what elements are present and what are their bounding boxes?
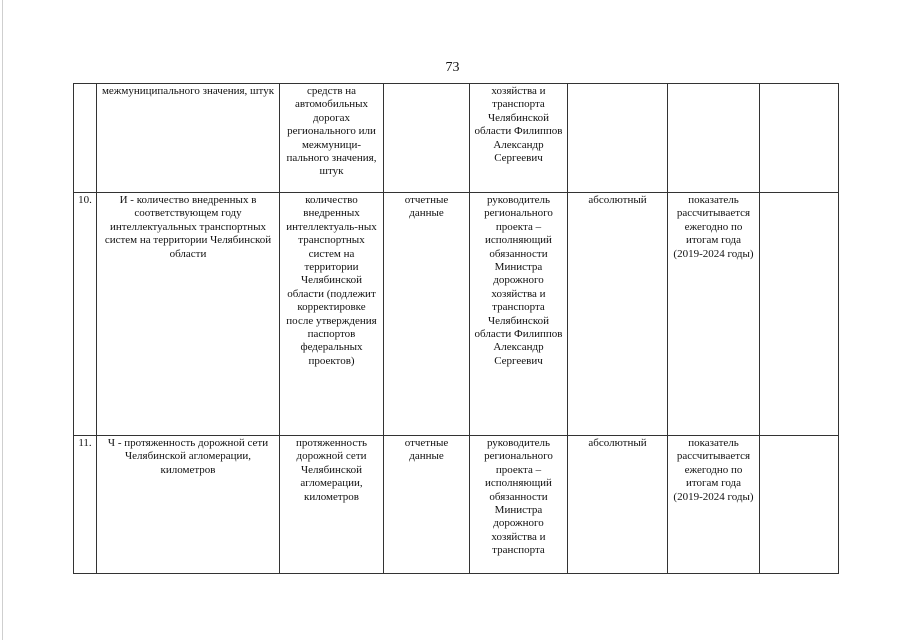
method-cell: показатель рассчитывается ежегодно по итогам года (2019-2024 годы) xyxy=(668,193,760,436)
extra-cell xyxy=(760,84,839,193)
definition-cell: средств на автомобильных дорогах регионального или межмуници-пального значения, штук xyxy=(280,84,384,193)
row-number: 11. xyxy=(74,436,97,574)
source-cell: отчетные данные xyxy=(384,193,470,436)
indicator-cell: И - количество внедренных в соответствующем году интеллектуальных транспортных систем на территории Челябинской области xyxy=(97,193,280,436)
row-number: 10. xyxy=(74,193,97,436)
table-row xyxy=(74,84,839,193)
indicator-cell: Ч - протяженность дорожной сети Челябинской агломерации, километров xyxy=(97,436,280,574)
extra-cell xyxy=(760,193,839,436)
definition-cell: протяженность дорожной сети Челябинской агломерации, километров xyxy=(280,436,384,574)
method-cell xyxy=(668,84,760,193)
responsible-cell: руководитель регионального проекта – исполняющий обязанности Министра дорожного хозяйства и транспорта xyxy=(470,436,568,574)
responsible-cell: руководитель регионального проекта – исполняющий обязанности Министра дорожного хозяйства и транспорта Челябинской области Филиппов Александр Сергеевич xyxy=(470,193,568,436)
source-cell: отчетные данные xyxy=(384,436,470,574)
type-cell: абсолютный xyxy=(568,193,668,436)
table-row xyxy=(74,436,839,574)
definition-cell: количество внедренных интеллектуаль-ных транспортных систем на территории Челябинской области (подлежит корректировке после утверждения паспортов федеральных проектов) xyxy=(280,193,384,436)
method-cell: показатель рассчитывается ежегодно по итогам года (2019-2024 годы) xyxy=(668,436,760,574)
indicator-cell: межмуниципального значения, штук xyxy=(97,84,280,193)
scan-edge-line xyxy=(2,0,3,640)
page-number: 73 xyxy=(445,60,460,75)
responsible-cell: хозяйства и транспорта Челябинской области Филиппов Александр Сергеевич xyxy=(470,84,568,193)
source-cell xyxy=(384,84,470,193)
type-cell xyxy=(568,84,668,193)
row-number xyxy=(74,84,97,193)
extra-cell xyxy=(760,436,839,574)
type-cell: абсолютный xyxy=(568,436,668,574)
table-row xyxy=(74,193,839,436)
indicators-table xyxy=(73,83,839,574)
